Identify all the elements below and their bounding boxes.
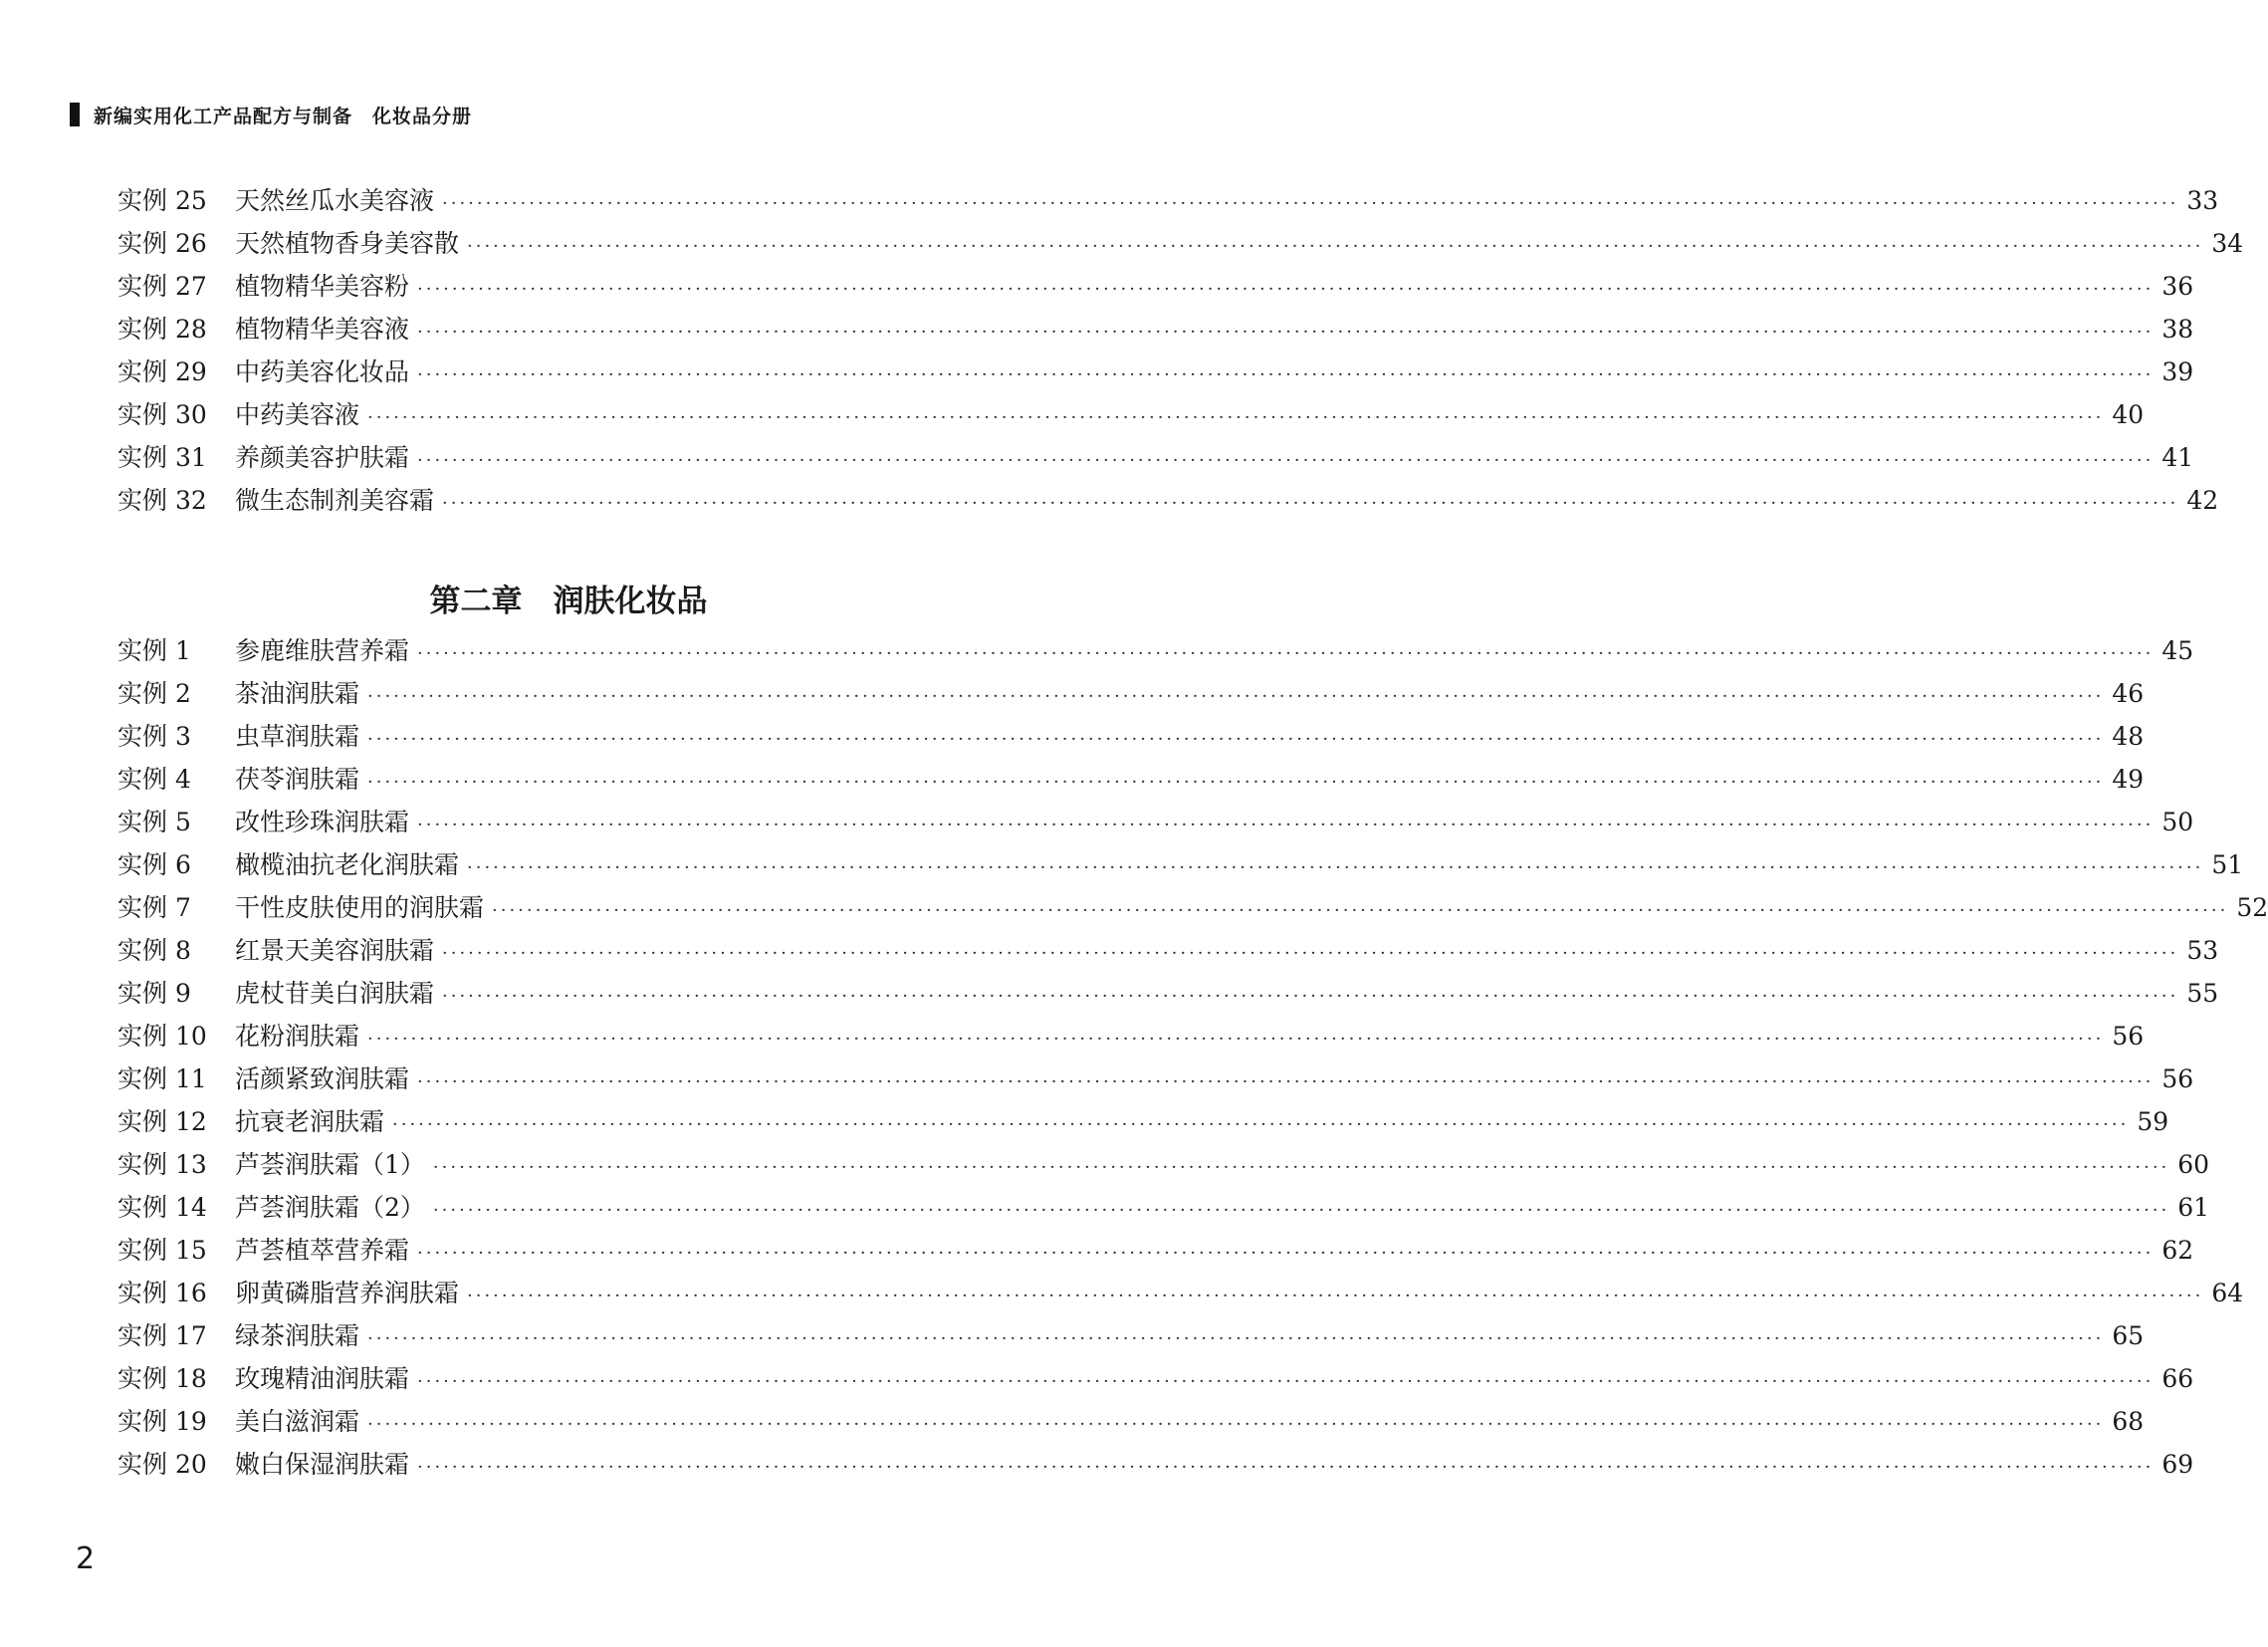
toc-entry-title: 绿茶润肤霜 bbox=[235, 1321, 360, 1350]
toc-entry-title: 芦荟植萃营养霜 bbox=[235, 1236, 410, 1265]
toc-dot-leader: ········································································································································································································ bbox=[492, 900, 2229, 921]
toc-entry[interactable] bbox=[117, 179, 2219, 222]
toc-entry-page: 62 bbox=[2161, 1236, 2194, 1265]
toc-entry[interactable] bbox=[117, 1272, 2244, 1314]
toc-entry-label: 实例 6 bbox=[117, 850, 191, 879]
toc-entry[interactable] bbox=[117, 1186, 2210, 1229]
toc-entry-label: 实例 13 bbox=[117, 1150, 207, 1179]
toc-dot-leader: ········································································································································································································ bbox=[442, 943, 2179, 964]
toc-dot-leader: ········································································································································································································ bbox=[417, 364, 2155, 385]
toc-entry-label: 实例 25 bbox=[117, 186, 207, 215]
running-header bbox=[70, 100, 472, 129]
toc-entry-title: 芦荟润肤霜（1） bbox=[235, 1150, 425, 1179]
toc-entry-title: 干性皮肤使用的润肤霜 bbox=[235, 893, 485, 922]
toc-entry[interactable] bbox=[117, 843, 2244, 886]
toc-dot-leader: ········································································································································································································ bbox=[417, 1457, 2155, 1478]
toc-dot-leader: ········································································································································································································ bbox=[367, 407, 2105, 428]
toc-entry-page: 36 bbox=[2161, 272, 2194, 301]
toc-entry[interactable] bbox=[117, 1229, 2194, 1272]
toc-entry-title: 改性珍珠润肤霜 bbox=[235, 808, 410, 836]
toc-dot-leader: ········································································································································································································ bbox=[367, 686, 2105, 707]
toc-entry-title: 茯苓润肤霜 bbox=[235, 765, 360, 794]
toc-entry[interactable] bbox=[117, 972, 2219, 1015]
toc-entry-page: 69 bbox=[2161, 1450, 2194, 1479]
toc-entry-title: 天然丝瓜水美容液 bbox=[235, 186, 435, 215]
toc-entry[interactable] bbox=[117, 1400, 2145, 1443]
toc-entry-label: 实例 14 bbox=[117, 1193, 207, 1222]
toc-dot-leader: ········································································································································································································ bbox=[467, 1286, 2204, 1306]
toc-entry-title: 茶油润肤霜 bbox=[235, 679, 360, 708]
toc-entry[interactable] bbox=[117, 351, 2194, 393]
toc-entry-title: 虫草润肤霜 bbox=[235, 722, 360, 751]
toc-entry-label: 实例 2 bbox=[117, 679, 191, 708]
toc-entry-title: 玫瑰精油润肤霜 bbox=[235, 1364, 410, 1393]
toc-entry-label: 实例 18 bbox=[117, 1364, 207, 1393]
toc-entry-page: 46 bbox=[2112, 679, 2145, 708]
toc-entry-label: 实例 4 bbox=[117, 765, 191, 794]
toc-entry-page: 61 bbox=[2177, 1193, 2210, 1222]
toc-entry-label: 实例 16 bbox=[117, 1279, 207, 1307]
toc-entry-page: 45 bbox=[2161, 636, 2194, 665]
toc-entry-title: 红景天美容润肤霜 bbox=[235, 936, 435, 965]
toc-dot-leader: ········································································································································································································ bbox=[417, 643, 2155, 664]
toc-entry-title: 养颜美容护肤霜 bbox=[235, 443, 410, 472]
toc-entry[interactable] bbox=[117, 1058, 2194, 1100]
toc-entry-page: 56 bbox=[2161, 1064, 2194, 1093]
toc-entry-page: 55 bbox=[2186, 979, 2219, 1008]
toc-entry-label: 实例 12 bbox=[117, 1107, 207, 1136]
toc-entry-label: 实例 9 bbox=[117, 979, 191, 1008]
toc-dot-leader: ········································································································································································································ bbox=[367, 1328, 2105, 1349]
toc-dot-leader: ········································································································································································································ bbox=[442, 493, 2179, 514]
toc-entry-label: 实例 27 bbox=[117, 272, 207, 301]
toc-entry-label: 实例 5 bbox=[117, 808, 191, 836]
toc-entry-title: 虎杖苷美白润肤霜 bbox=[235, 979, 435, 1008]
toc-section-2 bbox=[117, 629, 2268, 1486]
toc-entry-title: 嫩白保湿润肤霜 bbox=[235, 1450, 410, 1479]
toc-entry-title: 卵黄磷脂营养润肤霜 bbox=[235, 1279, 460, 1307]
toc-entry-label: 实例 19 bbox=[117, 1407, 207, 1436]
toc-entry-label: 实例 1 bbox=[117, 636, 191, 665]
toc-dot-leader: ········································································································································································································ bbox=[367, 772, 2105, 793]
toc-entry-title: 抗衰老润肤霜 bbox=[235, 1107, 385, 1136]
toc-entry-page: 41 bbox=[2161, 443, 2194, 472]
toc-section-1 bbox=[117, 179, 2244, 522]
toc-dot-leader: ········································································································································································································ bbox=[367, 1029, 2105, 1050]
toc-entry[interactable] bbox=[117, 672, 2145, 715]
toc-entry-label: 实例 31 bbox=[117, 443, 207, 472]
toc-entry-page: 39 bbox=[2161, 357, 2194, 386]
toc-entry-title: 芦荟润肤霜（2） bbox=[235, 1193, 425, 1222]
toc-entry-label: 实例 8 bbox=[117, 936, 191, 965]
toc-entry-page: 56 bbox=[2112, 1022, 2145, 1051]
toc-entry[interactable] bbox=[117, 393, 2145, 436]
toc-entry[interactable] bbox=[117, 629, 2194, 672]
toc-entry-page: 38 bbox=[2161, 315, 2194, 344]
toc-entry[interactable] bbox=[117, 1443, 2194, 1486]
toc-entry[interactable] bbox=[117, 1357, 2194, 1400]
toc-entry-page: 65 bbox=[2112, 1321, 2145, 1350]
toc-entry[interactable] bbox=[117, 265, 2194, 308]
toc-entry[interactable] bbox=[117, 1143, 2210, 1186]
toc-entry[interactable] bbox=[117, 758, 2145, 801]
toc-entry-title: 植物精华美容粉 bbox=[235, 272, 410, 301]
toc-entry-page: 48 bbox=[2112, 722, 2145, 751]
toc-entry-title: 中药美容液 bbox=[235, 400, 360, 429]
header-title: 新编实用化工产品配方与制备 化妆品分册 bbox=[94, 105, 473, 127]
toc-entry-page: 40 bbox=[2112, 400, 2145, 429]
toc-entry-label: 实例 29 bbox=[117, 357, 207, 386]
toc-entry[interactable] bbox=[117, 479, 2219, 522]
page-number: 2 bbox=[76, 1541, 96, 1576]
toc-entry-page: 66 bbox=[2161, 1364, 2194, 1393]
toc-entry[interactable] bbox=[117, 222, 2244, 265]
chapter-heading: 第二章 润肤化妆品 bbox=[429, 584, 708, 619]
toc-entry-label: 实例 28 bbox=[117, 315, 207, 344]
toc-dot-leader: ········································································································································································································ bbox=[417, 322, 2155, 343]
toc-dot-leader: ········································································································································································································ bbox=[417, 815, 2155, 835]
toc-entry-title: 活颜紧致润肤霜 bbox=[235, 1064, 410, 1093]
toc-dot-leader: ········································································································································································································ bbox=[417, 1371, 2155, 1392]
toc-entry-page: 53 bbox=[2186, 936, 2219, 965]
toc-dot-leader: ········································································································································································································ bbox=[392, 1114, 2130, 1135]
toc-entry-page: 49 bbox=[2112, 765, 2145, 794]
toc-dot-leader: ········································································································································································································ bbox=[442, 986, 2179, 1007]
toc-entry-label: 实例 10 bbox=[117, 1022, 207, 1051]
toc-entry-title: 天然植物香身美容散 bbox=[235, 229, 460, 258]
toc-entry[interactable] bbox=[117, 929, 2219, 972]
toc-entry-label: 实例 20 bbox=[117, 1450, 207, 1479]
toc-dot-leader: ········································································································································································································ bbox=[417, 1243, 2155, 1264]
toc-dot-leader: ········································································································································································································ bbox=[417, 279, 2155, 300]
toc-entry[interactable] bbox=[117, 886, 2268, 929]
toc-dot-leader: ········································································································································································································ bbox=[442, 193, 2179, 214]
toc-entry-page: 51 bbox=[2211, 850, 2244, 879]
toc-dot-leader: ········································································································································································································ bbox=[417, 450, 2155, 471]
toc-entry[interactable] bbox=[117, 308, 2194, 351]
toc-dot-leader: ········································································································································································································ bbox=[417, 1071, 2155, 1092]
toc-entry-title: 美白滋润霜 bbox=[235, 1407, 360, 1436]
toc-entry-page: 50 bbox=[2161, 808, 2194, 836]
toc-dot-leader: ········································································································································································································ bbox=[367, 729, 2105, 750]
toc-entry-title: 微生态制剂美容霜 bbox=[235, 486, 435, 515]
toc-entry-page: 52 bbox=[2236, 893, 2268, 922]
toc-entry[interactable] bbox=[117, 801, 2194, 843]
toc-dot-leader: ········································································································································································································ bbox=[467, 857, 2204, 878]
header-bar-marker bbox=[70, 103, 80, 126]
toc-entry-page: 64 bbox=[2211, 1279, 2244, 1307]
toc-entry-page: 42 bbox=[2186, 486, 2219, 515]
toc-entry-label: 实例 17 bbox=[117, 1321, 207, 1350]
toc-dot-leader: ········································································································································································································ bbox=[367, 1414, 2105, 1435]
toc-entry[interactable] bbox=[117, 1100, 2169, 1143]
toc-entry-label: 实例 7 bbox=[117, 893, 191, 922]
toc-entry-label: 实例 3 bbox=[117, 722, 191, 751]
toc-entry-label: 实例 26 bbox=[117, 229, 207, 258]
toc-dot-leader: ········································································································································································································ bbox=[432, 1157, 2170, 1178]
toc-entry-title: 参鹿维肤营养霜 bbox=[235, 636, 410, 665]
toc-dot-leader: ········································································································································································································ bbox=[432, 1200, 2170, 1221]
toc-entry-label: 实例 32 bbox=[117, 486, 207, 515]
toc-entry-label: 实例 11 bbox=[117, 1064, 207, 1093]
toc-entry-title: 中药美容化妆品 bbox=[235, 357, 410, 386]
toc-entry-page: 34 bbox=[2211, 229, 2244, 258]
toc-entry-page: 33 bbox=[2186, 186, 2219, 215]
toc-entry-label: 实例 15 bbox=[117, 1236, 207, 1265]
toc-entry-title: 橄榄油抗老化润肤霜 bbox=[235, 850, 460, 879]
toc-entry[interactable] bbox=[117, 436, 2194, 479]
toc-entry[interactable] bbox=[117, 715, 2145, 758]
toc-entry-page: 60 bbox=[2177, 1150, 2210, 1179]
toc-entry[interactable] bbox=[117, 1314, 2145, 1357]
toc-dot-leader: ········································································································································································································ bbox=[467, 236, 2204, 257]
toc-entry[interactable] bbox=[117, 1015, 2145, 1058]
toc-entry-page: 68 bbox=[2112, 1407, 2145, 1436]
toc-entry-label: 实例 30 bbox=[117, 400, 207, 429]
toc-entry-title: 花粉润肤霜 bbox=[235, 1022, 360, 1051]
toc-entry-title: 植物精华美容液 bbox=[235, 315, 410, 344]
toc-entry-page: 59 bbox=[2137, 1107, 2169, 1136]
